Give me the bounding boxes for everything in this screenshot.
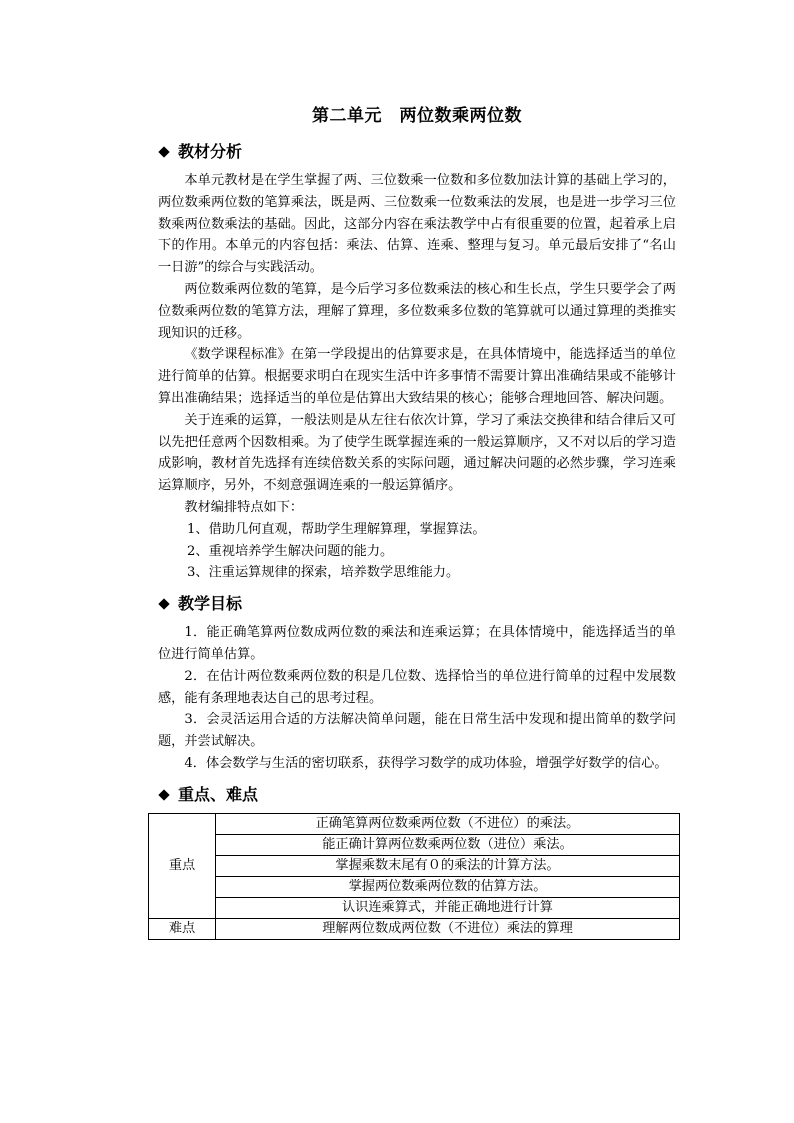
table-row — [149, 813, 680, 834]
section-heading-materials — [156, 140, 676, 164]
table-cell: 掌握乘数末尾有０的乘法的计算方法。 — [216, 855, 680, 876]
table-cell: 掌握两位数乘两位数的估算方法。 — [216, 876, 680, 897]
key-points-table — [148, 813, 680, 940]
section-heading-key-points — [156, 783, 676, 807]
goal-item: 4．体会数学与生活的密切联系，获得学习数学的成功体验，增强学好数学的信心。 — [184, 755, 668, 771]
table-row — [149, 855, 680, 876]
diamond-bullet-icon — [158, 598, 169, 609]
table-row — [149, 834, 680, 855]
list-item: 3、注重运算规律的探索，培养数学思维能力。 — [187, 565, 460, 581]
diamond-bullet-icon — [158, 146, 169, 157]
paragraph: 本单元教材是在学生掌握了两、三位数乘一位数和多位数加法计算的基础上学习的，两位数乘两位数的笔算乘法，既是两、三位数乘一位数乘法的发展，也是进一步学习三位数乘两位数乘法的基础。因此，这部分内容在乘法教学中占有很重要的位置，起着承上启下的作用。本单元的内容包括：乘法、估算、连乘、整理与复习。单元最后安排了“名山一日游”的综合与实践活动。 — [158, 173, 676, 276]
section-heading-text: 教学目标 — [178, 594, 243, 614]
paragraph: 两位数乘两位数的笔算，是今后学习多位数乘法的核心和生长点，学生只要学会了两位数乘两位数的笔算方法，理解了算理，多位数乘多位数的笔算就可以通过算理的类推实现知识的迁移。 — [158, 281, 676, 341]
diamond-bullet-icon — [158, 789, 169, 800]
list-item: 2、重视培养学生解决问题的能力。 — [187, 543, 394, 559]
table-row — [149, 918, 680, 939]
section-heading-goals — [156, 592, 676, 616]
difficulty-label-cell: 难点 — [149, 918, 216, 939]
table-row — [149, 897, 680, 918]
table-row — [149, 876, 680, 897]
section-heading-text: 教材分析 — [178, 142, 243, 161]
list-item: 1、借助几何直观，帮助学生理解算理，掌握算法。 — [187, 521, 486, 537]
table-cell: 能正确计算两位数乘两位数（进位）乘法。 — [216, 834, 680, 855]
paragraph: 关于连乘的运算，一般法则是从左往右依次计算，学习了乘法交换律和结合律后又可以先把任意两个因数相乘。为了使学生既掌握连乘的一般运算顺序，又不对以后的学习造成影响，教材首先选择有连续倍数关系的实际问题，通过解决问题的必然步骤，学习连乘运算顺序，另外，不刻意强调连乘的一般运算循序。 — [158, 412, 676, 494]
goal-item: 3．会灵活运用合适的方法解决简单问题，能在日常生活中发现和提出简单的数学问题，并尝试解决。 — [158, 712, 676, 750]
paragraph: 《数学课程标准》在第一学段提出的估算要求是，在具体情境中，能选择适当的单位进行简单的估算。根据要求明白在现实生活中许多事情不需要计算出准确结果或不能够计算出准确结果；选择适当的单位是估算出大致结果的核心；能够合理地回答、解决问题。 — [158, 347, 676, 406]
table-cell: 正确笔算两位数乘两位数（不进位）的乘法。 — [216, 813, 680, 834]
section-heading-text: 重点、难点 — [178, 784, 259, 804]
table-cell: 理解两位数成两位数（不进位）乘法的算理 — [216, 918, 680, 939]
page-title: 第二单元 两位数乘两位数 — [312, 106, 522, 126]
goal-item: 2．在估计两位数乘两位数的积是几位数、选择恰当的单位进行简单的过程中发展数感，能有条理地表达自己的思考过程。 — [158, 668, 676, 706]
table-cell: 认识连乘算式，并能正确地进行计算 — [216, 897, 680, 918]
key-label-cell: 重点 — [149, 813, 216, 918]
goal-item: 1．能正确笔算两位数成两位数的乘法和连乘运算；在具体情境中，能选择适当的单位进行简单估算。 — [158, 625, 676, 662]
document-page — [158, 104, 676, 940]
paragraph: 教材编排特点如下： — [184, 499, 304, 515]
